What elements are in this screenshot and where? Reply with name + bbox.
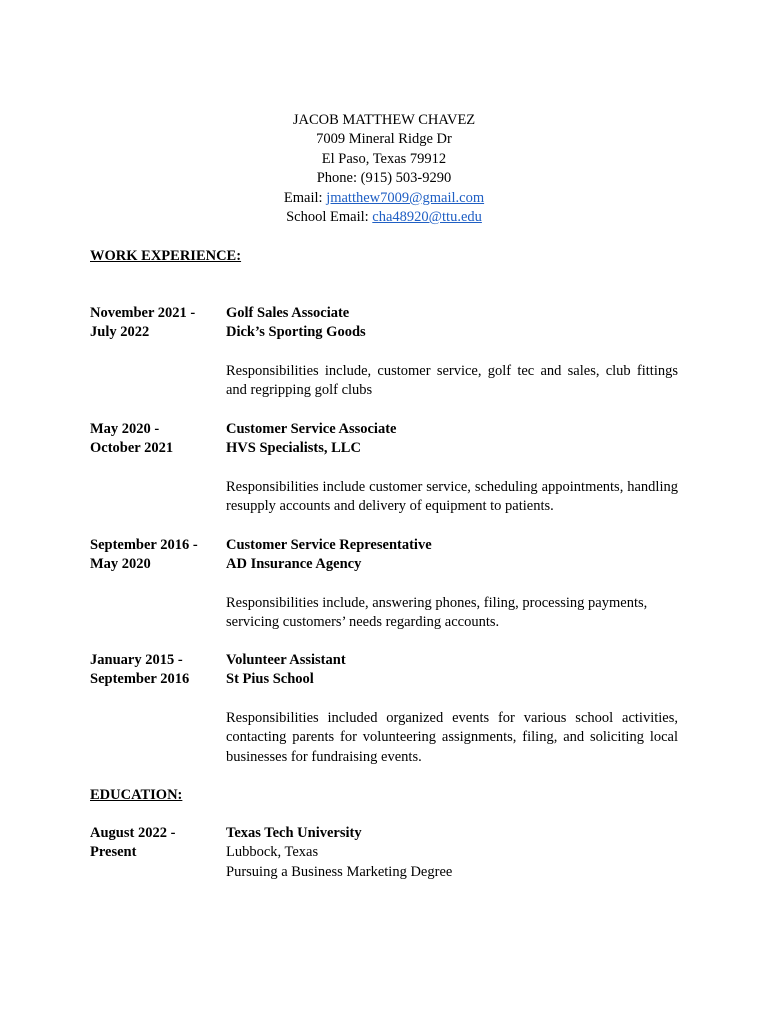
date-start: August 2022 - <box>90 825 176 841</box>
phone-number: Phone: (915) 503-9290 <box>316 170 452 187</box>
work-entry-dates <box>90 420 220 459</box>
date-end: July 2022 <box>90 324 150 341</box>
contact-header <box>0 111 768 227</box>
work-entry-dates <box>90 536 220 575</box>
school-location: Lubbock, Texas <box>226 844 319 861</box>
address-line-2: El Paso, Texas 79912 <box>321 150 447 167</box>
date-end: October 2021 <box>90 440 174 457</box>
work-entry-dates <box>90 304 220 343</box>
school-email-label: School Email: <box>286 209 373 226</box>
education-entry-dates <box>90 824 220 863</box>
work-entry-responsibilities: Responsibilities include, answering phones, filing, processing payments, servicing customers’ needs regarding accounts. <box>226 595 648 631</box>
education-heading: EDUCATION: <box>90 787 183 803</box>
job-title: Volunteer Assistant <box>226 652 346 668</box>
job-title: Customer Service Associate <box>226 421 397 437</box>
degree: Pursuing a Business Marketing Degree <box>226 863 453 880</box>
work-entry-responsibilities: Responsibilities include customer service, scheduling appointments, handling resupply accounts and delivery of equipment to patients. <box>226 479 678 515</box>
work-entry-detail <box>226 304 678 343</box>
company-name: AD Insurance Agency <box>226 556 362 573</box>
date-end: September 2016 <box>90 671 190 688</box>
work-entry-responsibilities: Responsibilities include, customer service, golf tec and sales, club fittings and regripping golf clubs <box>226 363 678 399</box>
company-name: Dick’s Sporting Goods <box>226 324 366 341</box>
date-start: November 2021 - <box>90 305 196 321</box>
work-entry-detail <box>226 651 678 690</box>
job-title: Customer Service Representative <box>226 537 432 553</box>
email-label: Email: <box>283 189 327 206</box>
address-line-1: 7009 Mineral Ridge Dr <box>316 131 452 148</box>
school-email-line <box>0 208 768 227</box>
work-entry-detail <box>226 420 678 459</box>
date-start: May 2020 - <box>90 421 160 437</box>
work-experience-heading: WORK EXPERIENCE: <box>90 248 242 264</box>
work-entry-dates <box>90 651 220 690</box>
applicant-name: JACOB MATTHEW CHAVEZ <box>292 112 476 128</box>
date-end: Present <box>90 844 137 861</box>
email-line <box>0 189 768 208</box>
date-start: September 2016 - <box>90 537 198 553</box>
education-entry-detail <box>226 824 678 882</box>
job-title: Golf Sales Associate <box>226 305 350 321</box>
date-start: January 2015 - <box>90 652 183 668</box>
work-entry-detail <box>226 536 678 575</box>
work-entry-responsibilities: Responsibilities included organized events for various school activities, contacting parents for volunteering assignments, filing, and soliciting local businesses for fundraising events. <box>226 710 678 765</box>
school-email-link[interactable]: cha48920@ttu.edu <box>372 209 482 226</box>
company-name: HVS Specialists, LLC <box>226 440 361 457</box>
company-name: St Pius School <box>226 671 314 688</box>
school-name: Texas Tech University <box>226 825 362 841</box>
date-end: May 2020 <box>90 556 151 573</box>
email-link[interactable]: jmatthew7009@gmail.com <box>326 189 485 206</box>
